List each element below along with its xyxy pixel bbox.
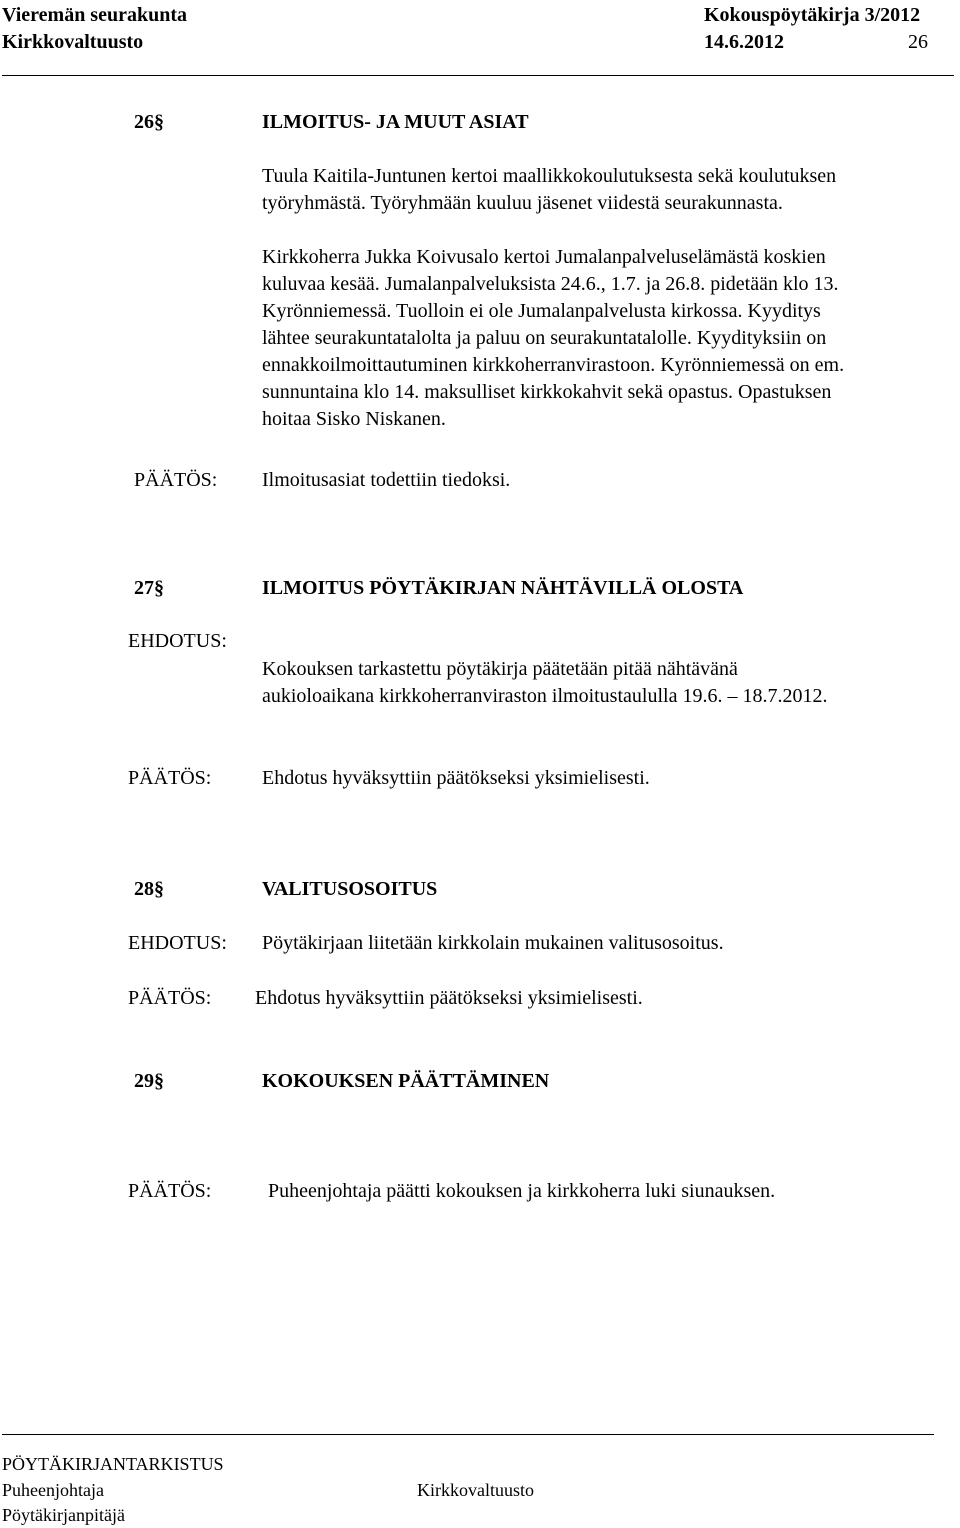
footer-secretary: Pöytäkirjanpitäjä bbox=[2, 1505, 125, 1525]
header-body: Kirkkovaltuusto bbox=[2, 31, 144, 53]
decision-label: PÄÄTÖS: bbox=[134, 469, 218, 491]
section-title: VALITUSOSOITUS bbox=[262, 878, 438, 900]
proposal-text: Kokouksen tarkastettu pöytäkirja päätetään pitää nähtävänä aukioloaikana kirkkoherranviraston ilmoitustaululla 19.6. – 18.7.2012. bbox=[262, 658, 828, 707]
decision-label: PÄÄTÖS: bbox=[128, 767, 212, 789]
footer-rule bbox=[2, 1434, 934, 1435]
proposal-label: EHDOTUS: bbox=[128, 932, 227, 954]
decision-text: Ehdotus hyväksyttiin päätökseksi yksimielisesti. bbox=[255, 987, 643, 1009]
footer-chair: Puheenjohtaja bbox=[2, 1480, 104, 1500]
decision-text: Ilmoitusasiat todettiin tiedoksi. bbox=[262, 469, 511, 491]
header-rule bbox=[2, 75, 954, 76]
header-doc-title: Kokouspöytäkirja 3/2012 bbox=[704, 4, 921, 26]
proposal-text: Pöytäkirjaan liitetään kirkkolain mukainen valitusosoitus. bbox=[262, 932, 724, 954]
section-title: ILMOITUS PÖYTÄKIRJAN NÄHTÄVILLÄ OLOSTA bbox=[262, 577, 744, 599]
proposal-label: EHDOTUS: bbox=[128, 630, 227, 652]
section-paragraph: Kirkkoherra Jukka Koivusalo kertoi Jumalanpalveluselämästä koskien kuluvaa kesää. Jumalanpalveluksista 24.6., 1.7. ja 26.8. pidetään klo 13. Kyrönniemessä. Tuolloin ei ole Jumalanpalvelusta kirkossa. Kyyditys lähtee seurakuntatalolta ja paluu on seurakuntatalolle. Kyydityksiin on ennakkoilmoittautuminen kirkkoherranvirastoon. Kyrönniemessä on em. sunnuntaina klo 14. maksulliset kirkkokahvit sekä opastus. Opastuksen hoitaa Sisko Niskanen. bbox=[262, 246, 845, 430]
footer-title: PÖYTÄKIRJANTARKISTUS bbox=[2, 1454, 224, 1474]
decision-text: Puheenjohtaja päätti kokouksen ja kirkkoherra luki siunauksen. bbox=[268, 1180, 776, 1202]
decision-text: Ehdotus hyväksyttiin päätökseksi yksimielisesti. bbox=[262, 767, 650, 789]
header-org: Vieremän seurakunta bbox=[2, 4, 187, 26]
section-title: KOKOUKSEN PÄÄTTÄMINEN bbox=[262, 1070, 550, 1092]
decision-label: PÄÄTÖS: bbox=[128, 987, 212, 1009]
section-number: 28§ bbox=[134, 878, 164, 900]
section-paragraph: Tuula Kaitila-Juntunen kertoi maallikkokoulutuksesta sekä koulutuksen työryhmästä. Työryhmään kuuluu jäsenet viidestä seurakunnasta. bbox=[262, 165, 837, 214]
decision-label: PÄÄTÖS: bbox=[128, 1180, 212, 1202]
footer-body: Kirkkovaltuusto bbox=[417, 1480, 534, 1500]
section-number: 27§ bbox=[134, 577, 164, 599]
header-date: 14.6.2012 bbox=[704, 31, 784, 53]
section-title: ILMOITUS- JA MUUT ASIAT bbox=[262, 111, 529, 133]
header-page-number: 26 bbox=[908, 31, 928, 53]
section-number: 29§ bbox=[134, 1070, 164, 1092]
section-number: 26§ bbox=[134, 111, 164, 133]
